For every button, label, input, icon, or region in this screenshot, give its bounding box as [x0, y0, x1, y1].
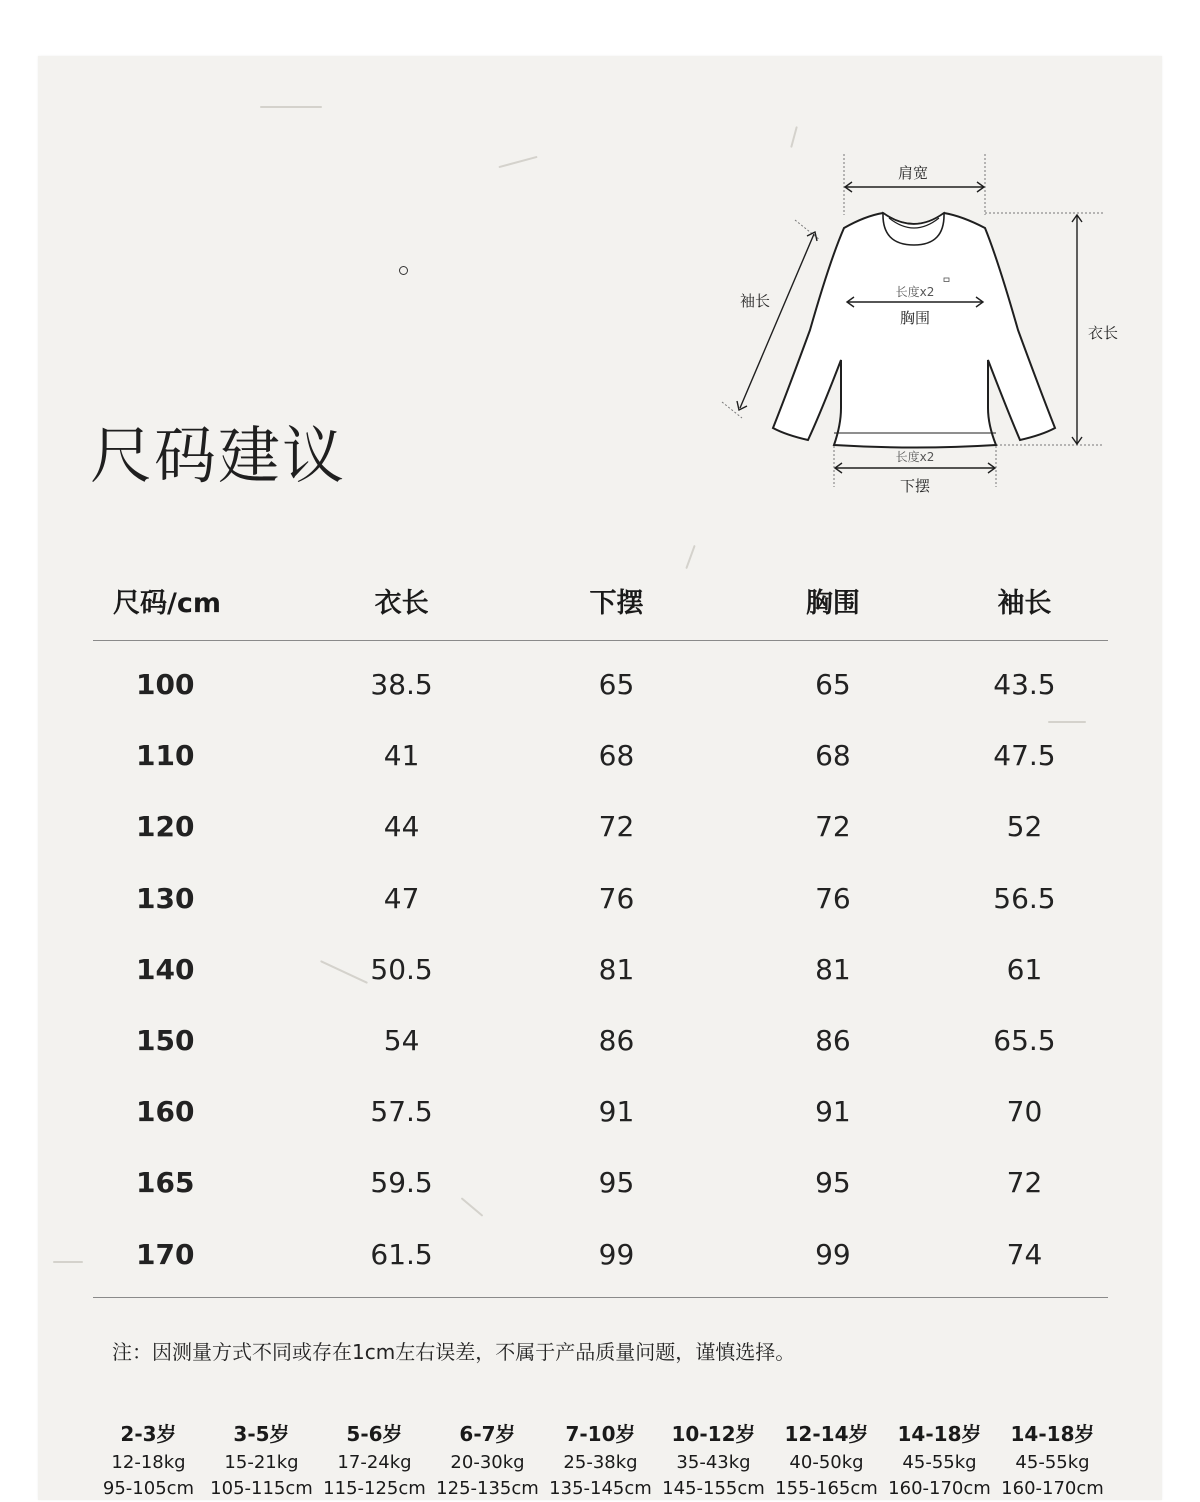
sleeve-cell: 74: [1006, 1237, 1043, 1271]
age-label: 14-18岁: [897, 1422, 982, 1446]
age-label: 14-18岁: [1010, 1422, 1095, 1446]
paper-fleck: [260, 106, 322, 108]
hem-cell: 76: [598, 881, 635, 915]
sweatshirt-icon: [720, 150, 1140, 500]
table-row: [93, 863, 1108, 934]
age-label: 2-3岁: [120, 1422, 177, 1446]
age-label: 6-7岁: [459, 1422, 516, 1446]
hem-cell: 86: [598, 1024, 635, 1058]
hem-cell: 95: [598, 1166, 635, 1200]
age-guide-item: [657, 1418, 770, 1502]
size-cell: 110: [136, 739, 195, 773]
age-guide-item: [92, 1418, 205, 1502]
length-cell: 44: [383, 810, 420, 844]
age-label: 10-12岁: [671, 1422, 756, 1446]
weight-range: 45-55kg: [902, 1452, 977, 1473]
hem-cell: 81: [598, 952, 635, 986]
size-cell: 160: [136, 1095, 195, 1129]
sleeve-cell: 52: [1006, 810, 1043, 844]
height-range: 115-125cm: [323, 1478, 426, 1499]
table-row: [93, 649, 1108, 720]
sleeve-cell: 61: [1006, 952, 1043, 986]
page-title: 尺码建议: [90, 419, 347, 492]
height-range: 135-145cm: [549, 1478, 652, 1499]
sleeve-cell: 47.5: [993, 739, 1056, 773]
height-range: 160-170cm: [888, 1478, 991, 1499]
height-range: 105-115cm: [210, 1478, 313, 1499]
age-label: 5-6岁: [346, 1422, 403, 1446]
table-header-row: [93, 560, 1108, 641]
table-row: [93, 1005, 1108, 1076]
length-cell: 61.5: [370, 1237, 433, 1271]
age-guide-item: [883, 1418, 996, 1502]
chest-cell: 72: [815, 810, 851, 844]
weight-range: 17-24kg: [337, 1452, 412, 1473]
hem-cell: 91: [598, 1095, 635, 1129]
hem-cell: 65: [598, 668, 635, 702]
table-row: [93, 1147, 1108, 1218]
shoulder-label: 肩宽: [897, 164, 929, 182]
chest-label: 胸围: [899, 309, 931, 327]
height-range: 155-165cm: [775, 1478, 878, 1499]
age-label: 7-10岁: [565, 1422, 636, 1446]
weight-range: 15-21kg: [224, 1452, 299, 1473]
hem-cell: 68: [598, 739, 635, 773]
table-row: [93, 791, 1108, 862]
chest-cell: 68: [815, 739, 851, 773]
chest-cell: 76: [815, 881, 851, 915]
table-row: [93, 1219, 1108, 1290]
chest-cell: 91: [815, 1095, 851, 1129]
size-cell: 140: [136, 952, 195, 986]
length-cell: 59.5: [370, 1166, 433, 1200]
table-row: [93, 934, 1108, 1005]
hem-cell: 72: [598, 810, 635, 844]
chest-cell: 65: [815, 668, 851, 702]
age-guide-item: [544, 1418, 657, 1502]
chest-cell: 99: [815, 1237, 851, 1271]
paper-fleck: [53, 1261, 83, 1263]
age-guide: [92, 1418, 1112, 1502]
hem-note: 长度x2: [895, 450, 935, 464]
size-cell: 100: [136, 668, 195, 702]
age-guide-item: [205, 1418, 318, 1502]
age-label: 12-14岁: [784, 1422, 869, 1446]
size-cell: 170: [136, 1237, 195, 1271]
weight-range: 25-38kg: [563, 1452, 638, 1473]
age-guide-item: [996, 1418, 1109, 1502]
size-cell: 150: [136, 1024, 195, 1058]
column-header-chest: 胸围: [725, 560, 941, 641]
size-cell: 130: [136, 881, 195, 915]
weight-range: 12-18kg: [111, 1452, 186, 1473]
height-range: 160-170cm: [1001, 1478, 1104, 1499]
dot-mark: [399, 266, 408, 275]
column-header-sleeve: 袖长: [941, 560, 1108, 641]
age-label: 3-5岁: [233, 1422, 290, 1446]
sleeve-cell: 70: [1006, 1095, 1043, 1129]
age-guide-item: [770, 1418, 883, 1502]
chest-cell: 81: [815, 952, 851, 986]
column-header-hem: 下摆: [508, 560, 725, 641]
garment-measurement-diagram: [720, 150, 1140, 500]
column-header-size: 尺码/cm: [93, 560, 295, 641]
weight-range: 40-50kg: [789, 1452, 864, 1473]
length-label: 衣长: [1087, 324, 1119, 342]
disclaimer-note: 注：因测量方式不同或存在1cm左右误差，不属于产品质量问题，谨慎选择。: [112, 1340, 796, 1364]
sleeve-cell: 43.5: [993, 668, 1056, 702]
size-cell: 165: [136, 1166, 195, 1200]
sleeve-label: 袖长: [739, 292, 771, 310]
paper-fleck: [790, 126, 798, 148]
sleeve-cell: 65.5: [993, 1024, 1056, 1058]
height-range: 145-155cm: [662, 1478, 765, 1499]
column-header-length: 衣长: [295, 560, 508, 641]
chest-cell: 95: [815, 1166, 851, 1200]
size-cell: 120: [136, 810, 195, 844]
sleeve-cell: 72: [1006, 1166, 1043, 1200]
chest-note: 长度x2: [895, 285, 935, 299]
length-cell: 50.5: [370, 952, 433, 986]
hem-cell: 99: [598, 1237, 635, 1271]
length-cell: 41: [383, 739, 420, 773]
chest-cell: 86: [815, 1024, 851, 1058]
weight-range: 20-30kg: [450, 1452, 525, 1473]
height-range: 95-105cm: [102, 1478, 195, 1499]
size-table: [93, 560, 1108, 1298]
length-cell: 54: [383, 1024, 420, 1058]
length-cell: 38.5: [370, 668, 433, 702]
paper-fleck: [498, 156, 537, 168]
age-guide-item: [431, 1418, 544, 1502]
hem-label: 下摆: [899, 477, 931, 495]
height-range: 125-135cm: [436, 1478, 539, 1499]
length-cell: 47: [383, 881, 420, 915]
table-row: [93, 720, 1108, 791]
table-row: [93, 1076, 1108, 1147]
weight-range: 35-43kg: [676, 1452, 751, 1473]
sleeve-cell: 56.5: [993, 881, 1056, 915]
length-cell: 57.5: [370, 1095, 433, 1129]
age-guide-item: [318, 1418, 431, 1502]
weight-range: 45-55kg: [1015, 1452, 1090, 1473]
